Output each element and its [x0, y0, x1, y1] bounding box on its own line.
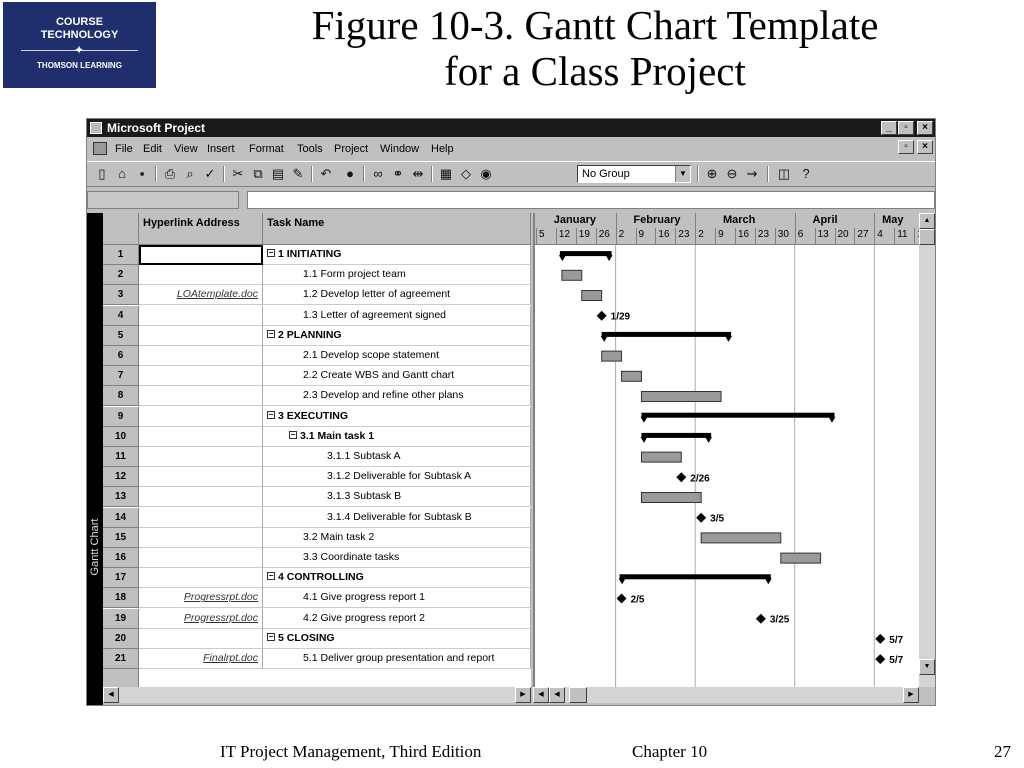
- footer-book-title: IT Project Management, Third Edition: [220, 742, 482, 761]
- timescale-week: 6: [797, 229, 804, 240]
- summary-bar-end-cap: [765, 578, 772, 584]
- hyperlink-cell[interactable]: Progressrpt.doc: [139, 609, 263, 629]
- summary-bar-start-cap: [559, 255, 566, 261]
- milestone-date-label: 2/5: [630, 594, 645, 606]
- scroll-left-icon[interactable]: ◀: [533, 687, 549, 703]
- timescale-week: 26: [598, 229, 610, 240]
- task-name-cell[interactable]: [263, 306, 531, 326]
- task-name-text: 3.1.2 Deliverable for Subtask A: [327, 470, 472, 483]
- app-icon: [90, 122, 102, 134]
- empty-hyperlink-cell[interactable]: [139, 306, 263, 326]
- row-number[interactable]: 21: [103, 649, 139, 669]
- week-separator: [675, 228, 676, 244]
- milestone-marker: [696, 513, 706, 523]
- week-separator: [914, 228, 915, 244]
- summary-bar-start-cap: [640, 437, 647, 443]
- month-separator: [695, 213, 696, 229]
- task-name-text: 3.1.1 Subtask A: [327, 450, 401, 462]
- hyperlink-icon[interactable]: ●: [346, 166, 354, 181]
- table-corner[interactable]: [103, 213, 139, 245]
- week-separator: [655, 228, 656, 244]
- timescale-week: 2: [698, 229, 704, 240]
- slide-title-line-1: Figure 10-3. Gantt Chart Template: [311, 2, 879, 48]
- milestone-date-label: 1/29: [610, 311, 631, 323]
- task-name-cell[interactable]: [263, 366, 531, 386]
- week-separator: [536, 228, 537, 244]
- close-icon[interactable]: ×: [917, 121, 933, 135]
- row-number[interactable]: 18: [103, 588, 139, 608]
- toolbar-separator: [311, 166, 313, 182]
- menu-project[interactable]: Project: [334, 143, 369, 155]
- empty-hyperlink-cell[interactable]: [139, 487, 263, 507]
- scroll-thumb[interactable]: [919, 229, 935, 245]
- week-separator: [596, 228, 597, 244]
- slide-number: 27: [994, 742, 1011, 761]
- collapse-icon[interactable]: −: [268, 409, 274, 419]
- task-name-text: 3.1.4 Deliverable for Subtask B: [327, 510, 472, 523]
- timescale-week: 9: [718, 229, 724, 240]
- milestone-date-label: 5/7: [889, 655, 904, 667]
- scroll-up-icon[interactable]: ▲: [919, 213, 935, 229]
- task-name-text: 1.2 Develop letter of agreement: [303, 288, 451, 301]
- summary-bar-end-cap: [829, 417, 836, 423]
- milestone-marker: [875, 634, 885, 644]
- task-name-cell[interactable]: [263, 407, 531, 427]
- entry-bar: [87, 189, 935, 211]
- row-number[interactable]: 17: [103, 568, 139, 588]
- task-name-cell[interactable]: [263, 487, 531, 507]
- format-painter-icon[interactable]: ✎: [292, 166, 304, 181]
- row-number[interactable]: 16: [103, 548, 139, 568]
- vertical-scrollbar[interactable]: [919, 213, 935, 687]
- task-name-text: 3 EXECUTING: [278, 409, 349, 422]
- document-icon[interactable]: [93, 142, 107, 155]
- group-by-value: No Group: [582, 168, 630, 180]
- timescale-week: 9: [638, 229, 645, 240]
- empty-hyperlink-cell[interactable]: [139, 386, 263, 406]
- task-name-text: 5 CLOSING: [278, 631, 335, 644]
- task-name-text: 2 PLANNING: [278, 328, 342, 341]
- timescale-week: 27: [857, 229, 869, 240]
- empty-hyperlink-cell[interactable]: [139, 265, 263, 285]
- week-separator: [715, 228, 716, 244]
- empty-hyperlink-cell[interactable]: [139, 407, 263, 427]
- row-number[interactable]: 6: [103, 346, 139, 366]
- column-header-task-name[interactable]: [263, 213, 531, 245]
- toolbar-separator: [155, 166, 157, 182]
- entry-field[interactable]: [247, 191, 935, 209]
- task-bar: [562, 270, 582, 280]
- task-name-text: 3.1 Main task 1: [300, 429, 375, 442]
- standard-toolbar: [87, 161, 935, 187]
- task-name-text: 4.1 Give progress report 1: [303, 591, 425, 604]
- timescale-week: 19: [578, 229, 590, 240]
- timescale-week: 16: [658, 229, 670, 240]
- milestone-marker: [676, 472, 686, 482]
- empty-hyperlink-cell[interactable]: [139, 508, 263, 528]
- doc-restore-icon[interactable]: ▫: [898, 140, 914, 154]
- hyperlink-cell[interactable]: Progressrpt.doc: [139, 588, 263, 608]
- scroll-down-icon[interactable]: ▼: [919, 659, 935, 675]
- timescale-month: May: [882, 214, 904, 226]
- timescale-week: 12: [558, 229, 571, 240]
- task-name-cell[interactable]: [263, 508, 531, 528]
- summary-bar-end-cap: [606, 255, 613, 261]
- task-name-text: 2.1 Develop scope statement: [303, 349, 439, 361]
- row-number[interactable]: 9: [103, 407, 139, 427]
- row-number[interactable]: 4: [103, 306, 139, 326]
- print-preview-icon[interactable]: ⌕: [186, 166, 194, 181]
- row-number[interactable]: 8: [103, 386, 139, 406]
- menu-edit[interactable]: Edit: [143, 143, 162, 155]
- link-tasks-icon[interactable]: ∞: [373, 166, 383, 181]
- summary-bar: [641, 433, 711, 438]
- task-name-cell[interactable]: [263, 265, 531, 285]
- task-name-cell[interactable]: [263, 447, 531, 467]
- empty-hyperlink-cell[interactable]: [139, 568, 263, 588]
- collapse-icon[interactable]: −: [268, 329, 274, 339]
- column-header-hyperlink-label: Hyperlink Address: [143, 217, 240, 229]
- print-icon[interactable]: ⎙: [164, 166, 176, 181]
- row-number[interactable]: 5: [103, 326, 139, 346]
- row-number[interactable]: 10: [103, 427, 139, 447]
- ms-project-window: [86, 118, 936, 706]
- task-name-cell[interactable]: [263, 386, 531, 406]
- gantt-bars-canvas: [535, 245, 919, 687]
- task-name-text: 3.2 Main task 2: [303, 530, 375, 543]
- collapse-icon[interactable]: −: [290, 430, 296, 440]
- new-icon[interactable]: ▯: [98, 166, 106, 181]
- logo-line-1: COURSE: [55, 16, 104, 28]
- summary-bar-start-cap: [640, 417, 647, 423]
- task-name-cell[interactable]: [263, 568, 531, 588]
- timescale-month: February: [633, 214, 681, 226]
- timescale-week: 20: [837, 229, 849, 240]
- row-number[interactable]: 19: [103, 609, 139, 629]
- slide-title: [180, 2, 1010, 94]
- week-separator: [616, 228, 617, 244]
- summary-bar-start-cap: [619, 578, 626, 584]
- task-name-cell[interactable]: [263, 548, 531, 568]
- save-icon[interactable]: ▪: [139, 166, 145, 181]
- task-name-text: 2.2 Create WBS and Gantt chart: [303, 369, 455, 382]
- timescale-week: 11: [897, 229, 908, 240]
- menu-view[interactable]: View: [174, 143, 198, 155]
- scroll-left-end-icon[interactable]: ◀: [549, 687, 565, 703]
- week-separator: [854, 228, 855, 244]
- timescale-week: 5: [539, 229, 545, 240]
- task-bar: [641, 493, 701, 503]
- summary-bar: [560, 251, 612, 256]
- milestone-marker: [875, 654, 885, 664]
- week-separator: [735, 228, 736, 244]
- row-number[interactable]: 15: [103, 528, 139, 548]
- task-bar: [641, 392, 721, 402]
- week-separator: [576, 228, 577, 244]
- table-horizontal-scrollbar[interactable]: [103, 687, 531, 703]
- timescale-week: 23: [757, 229, 770, 240]
- milestone-marker: [617, 594, 627, 604]
- row-number[interactable]: 3: [103, 285, 139, 305]
- timescale-week: 13: [817, 229, 829, 240]
- task-name-text: 1.1 Form project team: [303, 268, 406, 281]
- chevron-down-icon[interactable]: ▼: [675, 166, 690, 182]
- scroll-left-icon[interactable]: ◀: [103, 687, 119, 703]
- timescale-month: January: [553, 214, 596, 226]
- gantt-horizontal-scrollbar[interactable]: [533, 687, 919, 703]
- collapse-icon[interactable]: −: [268, 248, 274, 258]
- milestone-date-label: 3/25: [769, 614, 790, 626]
- menu-insert[interactable]: Insert: [207, 143, 235, 155]
- hyperlink-cell[interactable]: LOAtemplate.doc: [139, 285, 263, 305]
- task-name-cell[interactable]: [263, 649, 531, 669]
- week-separator: [815, 228, 816, 244]
- week-separator: [755, 228, 756, 244]
- milestone-date-label: 2/26: [690, 473, 710, 485]
- paste-icon[interactable]: ▤: [271, 166, 285, 181]
- menu-help[interactable]: Help: [431, 143, 454, 155]
- task-name-text: 3.1.3 Subtask B: [327, 490, 402, 503]
- summary-bar: [641, 413, 834, 418]
- copy-picture-icon[interactable]: ◫: [777, 166, 791, 181]
- week-separator: [894, 228, 895, 244]
- task-bar: [622, 371, 642, 381]
- timescale-week: 23: [678, 229, 690, 240]
- task-bar: [701, 533, 781, 543]
- milestone-date-label: 3/5: [710, 513, 725, 525]
- unlink-tasks-icon[interactable]: ⚭: [392, 166, 404, 181]
- go-to-task-icon[interactable]: ⇝: [746, 166, 758, 181]
- task-table: [103, 213, 531, 687]
- task-name-text: 1.3 Letter of agreement signed: [303, 308, 447, 321]
- view-bar-label: Gantt Chart: [89, 518, 101, 576]
- collapse-icon[interactable]: −: [268, 571, 274, 581]
- milestone-marker: [597, 311, 607, 321]
- timescale-header: [535, 213, 919, 245]
- summary-bar-end-cap: [725, 336, 732, 342]
- scroll-right-icon[interactable]: ▶: [903, 687, 919, 703]
- entry-bar-buttons: [87, 191, 239, 209]
- toolbar-separator: [223, 166, 225, 182]
- menu-format[interactable]: Format: [249, 143, 284, 155]
- spelling-icon[interactable]: ✓: [204, 166, 216, 181]
- doc-close-icon[interactable]: ×: [917, 140, 933, 154]
- zoom-in-icon[interactable]: ⊕: [706, 166, 718, 181]
- empty-hyperlink-cell[interactable]: [139, 528, 263, 548]
- empty-hyperlink-cell[interactable]: [139, 245, 263, 265]
- restore-icon[interactable]: ▫: [898, 121, 914, 135]
- toolbar-separator: [363, 166, 365, 182]
- course-technology-logo: [3, 2, 156, 88]
- gantt-chart-pane: [533, 213, 919, 687]
- row-number[interactable]: 2: [103, 265, 139, 285]
- column-header-hyperlink[interactable]: [139, 213, 263, 245]
- month-separator: [795, 213, 796, 229]
- slide-title-line-2: for a Class Project: [444, 48, 746, 94]
- help-icon[interactable]: ?: [802, 166, 810, 181]
- task-bar: [602, 351, 622, 361]
- menu-window[interactable]: Window: [380, 143, 420, 155]
- empty-hyperlink-cell[interactable]: [139, 467, 263, 487]
- menu-file[interactable]: File: [115, 143, 133, 155]
- empty-hyperlink-cell[interactable]: [139, 346, 263, 366]
- empty-hyperlink-cell[interactable]: [139, 629, 263, 649]
- timescale-week: 2: [618, 229, 625, 240]
- empty-hyperlink-cell[interactable]: [139, 427, 263, 447]
- task-name-cell[interactable]: [263, 245, 531, 265]
- menu-tools[interactable]: Tools: [297, 143, 323, 155]
- split-task-icon[interactable]: ⇹: [412, 166, 424, 181]
- month-separator: [616, 213, 617, 229]
- zoom-out-icon[interactable]: ⊖: [726, 166, 738, 181]
- empty-hyperlink-cell[interactable]: [139, 548, 263, 568]
- task-bar: [781, 553, 821, 563]
- copy-icon[interactable]: ⧉: [253, 166, 263, 181]
- task-information-icon[interactable]: ▦: [439, 166, 453, 181]
- toolbar-separator: [697, 166, 699, 182]
- row-number[interactable]: 14: [103, 508, 139, 528]
- empty-hyperlink-cell[interactable]: [139, 366, 263, 386]
- timescale-week: 16: [738, 229, 750, 240]
- week-separator: [795, 228, 796, 244]
- logo-line-3: THOMSON LEARNING: [37, 61, 122, 70]
- collapse-icon[interactable]: −: [268, 632, 274, 642]
- task-name-text: 2.3 Develop and refine other plans: [303, 389, 464, 402]
- row-number[interactable]: 20: [103, 629, 139, 649]
- empty-hyperlink-cell[interactable]: [139, 447, 263, 467]
- cut-icon[interactable]: ✂: [232, 166, 244, 181]
- task-name-cell[interactable]: [263, 467, 531, 487]
- summary-bar: [602, 332, 731, 337]
- toolbar-separator: [767, 166, 769, 182]
- window-title: Microsoft Project: [107, 121, 206, 135]
- week-separator: [695, 228, 696, 244]
- summary-bar: [620, 574, 771, 579]
- task-name-cell[interactable]: [263, 346, 531, 366]
- row-number[interactable]: 7: [103, 366, 139, 386]
- row-number[interactable]: 1: [103, 245, 139, 265]
- scroll-right-icon[interactable]: ▶: [515, 687, 531, 703]
- hyperlink-cell[interactable]: Finalrpt.doc: [139, 649, 263, 669]
- week-separator: [636, 228, 637, 244]
- assign-resources-icon[interactable]: ◉: [480, 166, 492, 181]
- window-titlebar: [87, 119, 935, 137]
- week-separator: [835, 228, 836, 244]
- row-number[interactable]: 13: [103, 487, 139, 507]
- timescale-week: 4: [877, 229, 883, 240]
- task-name-text: 1 INITIATING: [278, 248, 342, 260]
- task-bar: [641, 452, 681, 462]
- open-icon[interactable]: ⌂: [118, 166, 126, 181]
- task-name-text: 4.2 Give progress report 2: [303, 611, 425, 624]
- task-name-cell[interactable]: [263, 609, 531, 629]
- task-name-text: 5.1 Deliver group presentation and report: [303, 652, 495, 664]
- minimize-icon[interactable]: _: [881, 121, 897, 135]
- view-bar[interactable]: [87, 213, 103, 706]
- footer-chapter: Chapter 10: [632, 742, 708, 761]
- task-name-cell[interactable]: [263, 427, 531, 447]
- group-by-select[interactable]: [577, 165, 691, 183]
- task-name-cell[interactable]: [263, 629, 531, 649]
- month-separator: [874, 213, 875, 229]
- row-number[interactable]: 12: [103, 467, 139, 487]
- task-name-text: 4 CONTROLLING: [278, 571, 364, 584]
- timescale-month: March: [722, 214, 756, 226]
- column-header-task-name-label: Task Name: [267, 217, 325, 229]
- scroll-thumb[interactable]: [569, 687, 587, 703]
- milestone-date-label: 5/7: [889, 634, 904, 646]
- row-number[interactable]: 11: [103, 447, 139, 467]
- toolbar-separator: [431, 166, 433, 182]
- summary-bar-start-cap: [601, 336, 608, 342]
- logo-line-2: TECHNOLOGY: [40, 29, 119, 41]
- week-separator: [556, 228, 557, 244]
- task-bar: [582, 291, 602, 301]
- task-notes-icon[interactable]: ◇: [461, 166, 471, 181]
- task-name-cell[interactable]: [263, 285, 531, 305]
- summary-bar-end-cap: [705, 437, 712, 443]
- empty-hyperlink-cell[interactable]: [139, 326, 263, 346]
- task-name-cell[interactable]: [263, 326, 531, 346]
- timescale-week: 30: [777, 229, 789, 240]
- milestone-marker: [756, 614, 766, 624]
- undo-icon[interactable]: ↶: [320, 166, 332, 181]
- task-name-cell[interactable]: [263, 588, 531, 608]
- menu-bar: [87, 139, 935, 159]
- task-name-text: 3.3 Coordinate tasks: [303, 551, 400, 563]
- week-separator: [874, 228, 875, 244]
- timescale-month: April: [812, 214, 838, 226]
- week-separator: [775, 228, 776, 244]
- task-name-cell[interactable]: [263, 528, 531, 548]
- logo-star-icon: ✦: [74, 43, 85, 57]
